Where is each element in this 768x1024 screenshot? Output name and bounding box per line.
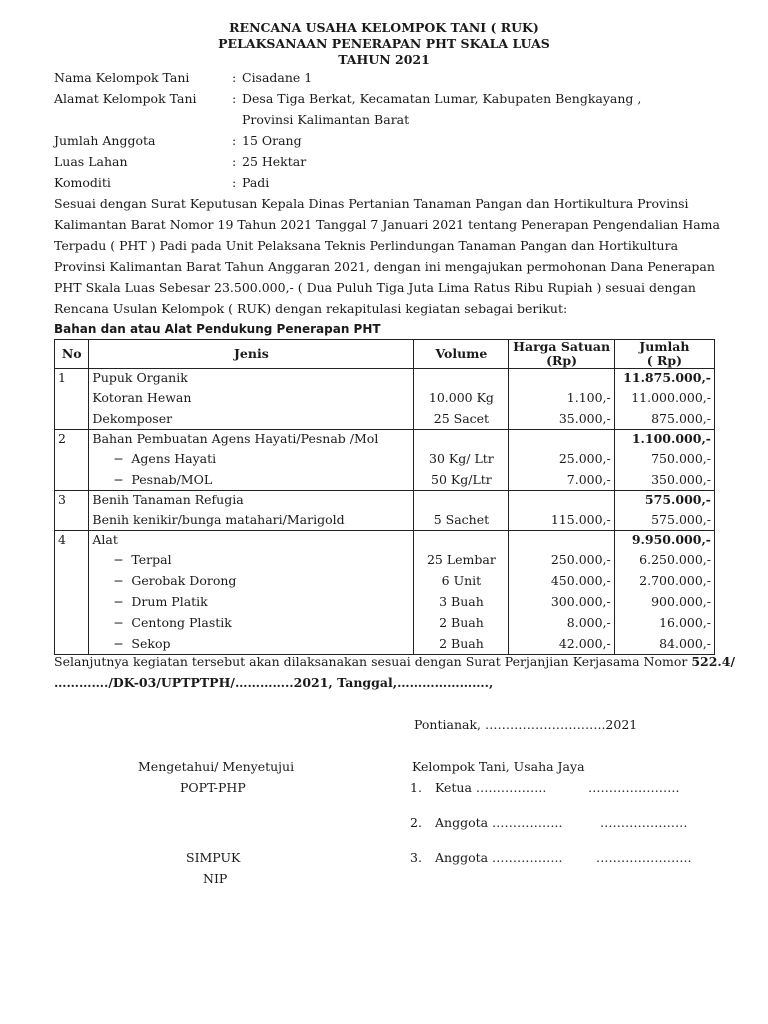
info-sep: : [232,175,237,190]
member-no: 2. [410,815,422,830]
left-sign-line1: Mengetahui/ Menyetujui [138,759,295,774]
cell-no [55,531,89,655]
item-name: Drum Platik [131,594,208,609]
item-name: Agens Hayati [131,451,217,466]
dash-bullet: − [113,552,124,567]
item-name: Kotoran Hewan [92,390,192,405]
cell-harga [509,430,614,491]
item-jumlah: 900.000,- [651,594,711,609]
member-no: 1. [410,780,422,795]
row-number: 1 [58,370,66,385]
info-label-jumlah-anggota: Jumlah Anggota [54,133,156,148]
group-total: 9.950.000,- [631,532,711,547]
cell-jenis [89,531,414,655]
closing-line1-number: 522.4/ [691,654,736,669]
item-name-line [92,549,410,570]
header-jumlah [614,340,714,369]
empty-cell [58,408,85,429]
empty-cell [417,369,505,387]
doc-title-line1: RENCANA USAHA KELOMPOK TANI ( RUK) [229,20,539,35]
item-harga: 25.000,- [558,451,611,466]
item-name-line [92,387,410,408]
table-title: Bahan dan atau Alat Pendukung Penerapan PHT [54,322,381,336]
item-jumlah: 750.000,- [651,451,711,466]
group-total: 11.875.000,- [623,370,711,385]
item-harga: 115.000,- [550,512,611,527]
row-number: 4 [58,532,66,547]
empty-cell [417,430,505,448]
group-total: 575.000,- [644,492,711,507]
cell-jenis [89,430,414,491]
item-name-line [92,612,410,633]
member-role: Ketua …………….. [435,780,547,795]
place-date: Pontianak, ………………………..2021 [414,717,638,732]
empty-cell [58,591,85,612]
header-jumlah-line1: Jumlah [639,339,690,354]
item-name-line [92,408,410,429]
item-harga: 8.000,- [566,615,611,630]
dash-bullet: − [113,451,124,466]
member-role: Anggota …………….. [435,850,563,865]
item-harga: 1.100,- [566,390,611,405]
dash-bullet: − [113,594,124,609]
item-volume: 5 Sachet [433,512,490,527]
info-value-luas-lahan: 25 Hektar [242,154,307,169]
empty-cell [58,633,85,654]
table-header-row [55,340,715,369]
empty-cell [58,612,85,633]
empty-cell [417,491,505,509]
dash-bullet: − [113,573,124,588]
item-volume: 25 Sacet [433,411,490,426]
item-jumlah: 2.700.000,- [639,573,711,588]
cell-harga [509,369,614,430]
member-role: Anggota …………….. [435,815,563,830]
cell-no [55,430,89,491]
cell-jumlah [614,491,714,531]
item-name: Pesnab/MOL [131,472,213,487]
item-harga: 450.000,- [550,573,611,588]
paragraph-line: Sesuai dengan Surat Keputusan Kepala Dinas Pertanian Tanaman Pangan dan Hortikultura Provinsi [54,196,689,211]
member-signature-line: ………………….. [596,850,692,865]
empty-cell [512,369,610,387]
header-harga-satuan [509,340,614,369]
item-name: Sekop [131,636,171,651]
header-harga-line2: (Rp) [546,353,578,368]
cell-jenis [89,369,414,430]
item-name: Centong Plastik [131,615,232,630]
cell-jumlah [614,430,714,491]
cell-jumlah [614,369,714,430]
table-group-row [55,430,715,491]
cell-harga [509,491,614,531]
dash-bullet: − [113,472,124,487]
info-value-komoditi: Padi [242,175,270,190]
dash-bullet: − [113,636,124,651]
group-name: Alat [92,532,118,547]
member-signature-line: ………………… [600,815,688,830]
paragraph-line: Rencana Usulan Kelompok ( RUK) dengan rekapitulasi kegiatan sebagai berikut: [54,301,568,316]
item-jumlah: 11.000.000,- [631,390,711,405]
item-volume: 6 Unit [441,573,482,588]
item-volume: 50 Kg/Ltr [431,472,492,487]
items-table [54,339,715,655]
cell-jumlah [614,531,714,655]
cell-no [55,369,89,430]
item-jumlah: 875.000,- [651,411,711,426]
item-name-line [92,509,410,530]
doc-title-line3: TAHUN 2021 [338,52,430,67]
left-sign-line2: POPT-PHP [180,780,246,795]
info-sep: : [232,91,237,106]
item-name: Terpal [131,552,172,567]
item-name-line [92,633,410,654]
left-sign-nip: NIP [203,871,228,886]
info-value-alamat-2: Provinsi Kalimantan Barat [242,112,410,127]
header-jumlah-line2: ( Rp) [646,353,683,368]
item-volume: 2 Buah [439,636,484,651]
dash-bullet: − [113,615,124,630]
item-jumlah: 16.000,- [659,615,711,630]
cell-no [55,491,89,531]
group-name: Pupuk Organik [92,370,188,385]
item-name-line [92,570,410,591]
info-label-alamat: Alamat Kelompok Tani [54,91,197,106]
empty-cell [58,570,85,591]
header-jenis: Jenis [89,340,414,369]
item-volume: 3 Buah [439,594,484,609]
group-name: Benih Tanaman Refugia [92,492,244,507]
paragraph-line: PHT Skala Luas Sebesar 23.500.000,- ( Dua Puluh Tiga Juta Lima Ratus Ribu Rupiah ) sesuai dengan [54,280,696,295]
paragraph-line: Kalimantan Barat Nomor 19 Tahun 2021 Tanggal 7 Januari 2021 tentang Penerapan Pengendalian Hama [54,217,720,232]
group-name: Bahan Pembuatan Agens Hayati/Pesnab /Mol [92,431,379,446]
item-name: Dekomposer [92,411,173,426]
empty-cell [58,448,85,469]
cell-volume [414,369,509,430]
closing-line1 [54,654,735,669]
item-name-line [92,469,410,490]
header-no: No [55,340,89,369]
right-sign-heading: Kelompok Tani, Usaha Jaya [412,759,585,774]
paragraph-line: Provinsi Kalimantan Barat Tahun Anggaran 2021, dengan ini mengajukan permohonan Dana Penerapan [54,259,715,274]
item-harga: 7.000,- [566,472,611,487]
item-jumlah: 575.000,- [651,512,711,527]
cell-harga [509,531,614,655]
item-harga: 250.000,- [550,552,611,567]
info-value-nama: Cisadane 1 [242,70,313,85]
item-harga: 42.000,- [558,636,611,651]
paragraph-line: Terpadu ( PHT ) Padi pada Unit Pelaksana Teknis Perlindungan Tanaman Pangan dan Hortikultura [54,238,679,253]
cell-jenis [89,491,414,531]
member-no: 3. [410,850,422,865]
left-sign-name: SIMPUK [186,850,241,865]
item-volume: 10.000 Kg [428,390,494,405]
info-label-nama: Nama Kelompok Tani [54,70,190,85]
info-sep: : [232,154,237,169]
row-number: 2 [58,431,66,446]
row-number: 3 [58,492,66,507]
item-name: Benih kenikir/bunga matahari/Marigold [92,512,345,527]
empty-cell [512,430,610,448]
table-group-row [55,369,715,430]
item-jumlah: 350.000,- [651,472,711,487]
table-group-row [55,491,715,531]
group-total: 1.100.000,- [631,431,711,446]
info-value-alamat: Desa Tiga Berkat, Kecamatan Lumar, Kabupaten Bengkayang , [242,91,642,106]
empty-cell [58,509,85,530]
item-volume: 25 Lembar [426,552,496,567]
empty-cell [512,491,610,509]
empty-cell [512,531,610,549]
header-harga-line1: Harga Satuan [513,339,611,354]
empty-cell [58,387,85,408]
table-group-row [55,531,715,655]
cell-volume [414,491,509,531]
item-name: Gerobak Dorong [131,573,237,588]
item-jumlah: 84.000,- [659,636,711,651]
item-volume: 2 Buah [439,615,484,630]
item-jumlah: 6.250.000,- [639,552,711,567]
empty-cell [58,469,85,490]
member-signature-line: …………………. [588,780,680,795]
cell-volume [414,531,509,655]
info-sep: : [232,133,237,148]
empty-cell [417,531,505,549]
item-harga: 300.000,- [550,594,611,609]
item-harga: 35.000,- [558,411,611,426]
item-name-line [92,448,410,469]
info-sep: : [232,70,237,85]
empty-cell [58,549,85,570]
info-label-luas-lahan: Luas Lahan [54,154,128,169]
item-name-line [92,591,410,612]
header-volume: Volume [414,340,509,369]
info-label-komoditi: Komoditi [54,175,111,190]
info-value-jumlah-anggota: 15 Orang [242,133,302,148]
closing-line1-text: Selanjutnya kegiatan tersebut akan dilaksanakan sesuai dengan Surat Perjanjian Kerjasama Nomor [54,654,692,669]
item-volume: 30 Kg/ Ltr [429,451,494,466]
cell-volume [414,430,509,491]
closing-line2: …………./DK-03/UPTPTPH/…………..2021, Tanggal,…………………., [54,675,494,690]
doc-title-line2: PELAKSANAAN PENERAPAN PHT SKALA LUAS [218,36,550,51]
